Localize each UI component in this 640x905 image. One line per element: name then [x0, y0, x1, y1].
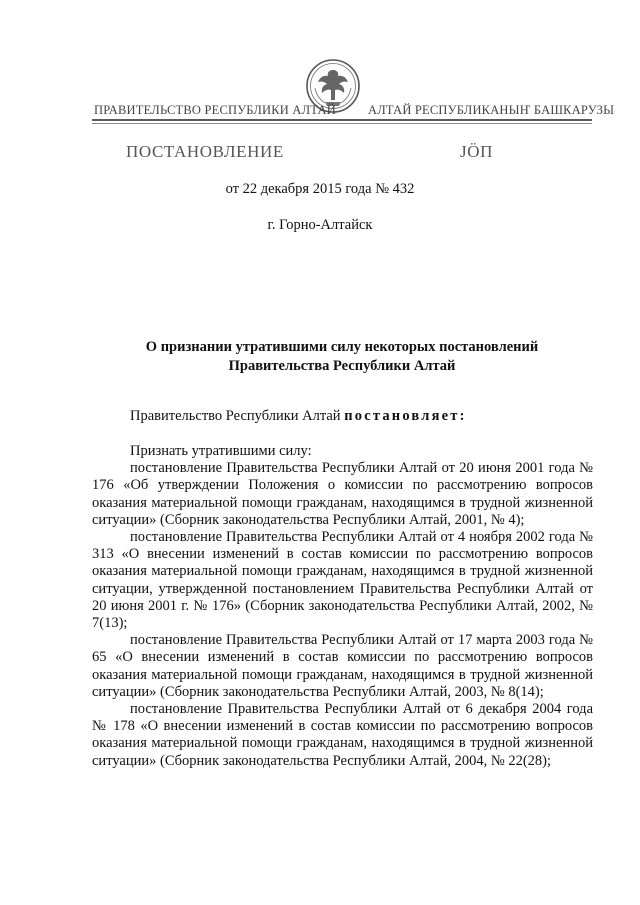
body-item-1: постановление Правительства Республики Алтай от 20 июня 2001 года № 176 «Об утверждении Положения о комиссии по рассмотрению вопросов оказания материальной помощи гражданам, находящимся в трудной жизненной ситуации» (Сборник законодательства Республики Алтай, 2001, № 4);	[92, 460, 593, 528]
city-line: г. Горно-Алтайск	[267, 217, 373, 233]
document-body	[92, 443, 593, 770]
decree-subject: Правительство Республики Алтай	[130, 408, 345, 424]
header-right-text: АЛТАЙ РЕСПУБЛИКАНЫҤ БАШКАРУЗЫ	[368, 103, 615, 117]
decree-line	[130, 408, 467, 425]
body-item-2: постановление Правительства Республики Алтай от 4 ноября 2002 года № 313 «О внесении изменений в состав комиссии по рассмотрению вопросов оказания материальной помощи гражданам, находящимся в трудной жизненной ситуации, утвержденной постановлением Правительства Республики Алтай от 20 июня 2001 г. № 176» (Сборник законодательства Республики Алтай, 2002, № 7(13);	[92, 529, 593, 632]
document-title-line-2: Правительства Республики Алтай	[228, 358, 456, 374]
body-item-4: постановление Правительства Республики Алтай от 6 декабря 2004 года № 178 «О внесении изменений в состав комиссии по рассмотрению вопросов оказания материальной помощи гражданам, находящимся в трудной жизненной ситуации» (Сборник законодательства Республики Алтай, 2004, № 22(28);	[92, 701, 593, 769]
body-item-3: постановление Правительства Республики Алтай от 17 марта 2003 года № 65 «О внесении изменений в состав комиссии по рассмотрению вопросов оказания материальной помощи гражданам, находящимся в трудной жизненной ситуации» (Сборник законодательства Республики Алтай, 2003, № 8(14);	[92, 632, 593, 700]
date-line: от 22 декабря 2015 года № 432	[225, 181, 415, 197]
document-title-line-1: О признании утратившими силу некоторых постановлений	[145, 339, 539, 355]
header-rule-thick	[92, 119, 592, 121]
body-intro: Признать утратившими силу:	[130, 443, 312, 459]
header-left-text: ПРАВИТЕЛЬСТВО РЕСПУБЛИКИ АЛТАЙ	[94, 103, 336, 117]
header-rule-thin	[92, 123, 592, 124]
document-title	[92, 338, 592, 376]
doc-type-altai: JÖП	[460, 142, 493, 161]
decree-verb: постановляет:	[344, 408, 467, 424]
doc-type-russian: ПОСТАНОВЛЕНИЕ	[126, 142, 284, 161]
